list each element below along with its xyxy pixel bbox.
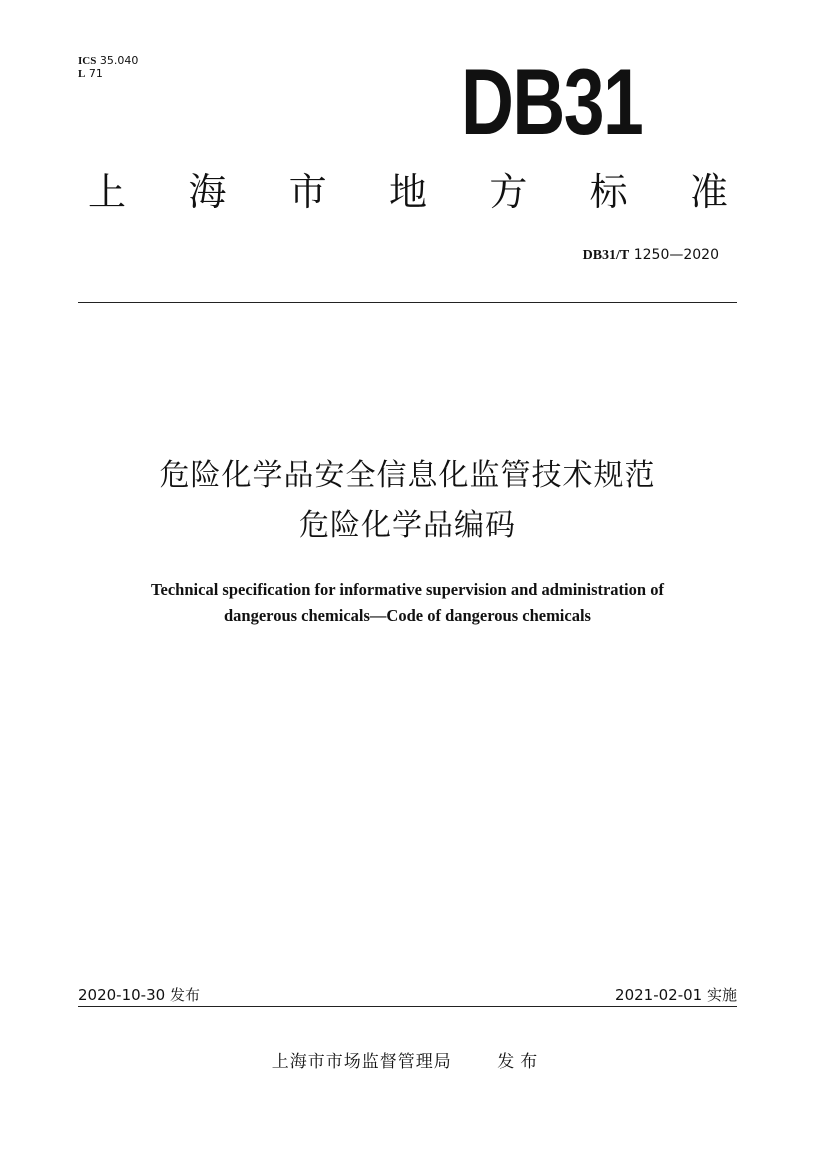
top-divider: [78, 302, 737, 303]
bottom-divider: [78, 1006, 737, 1007]
standard-code: [583, 247, 719, 264]
publish-label: 发布: [497, 1052, 544, 1072]
ics-label: ICS: [78, 55, 97, 67]
standard-type-char: 标: [589, 170, 628, 214]
implementation-date: 2021-02-01 实施: [615, 986, 737, 1004]
issue-date: 2020-10-30 发布: [78, 986, 200, 1004]
ccs-value: 71: [88, 67, 103, 80]
publisher-line: [0, 1047, 815, 1072]
standard-type-heading: [88, 167, 728, 217]
title-cn-line2: 危险化学品编码: [299, 508, 516, 543]
standard-type-char: 准: [689, 170, 728, 214]
standard-code-prefix: DB31/T: [582, 248, 630, 263]
ccs-code: [78, 67, 103, 81]
title-en-line1: Technical specification for informative supervision and administration of: [151, 580, 664, 599]
standard-type-char: 海: [188, 170, 227, 214]
standard-type-char: 市: [288, 170, 327, 214]
standard-type-char: 地: [388, 170, 427, 214]
standard-type-char: 方: [489, 170, 528, 214]
standard-type-char: 上: [88, 170, 127, 214]
ics-code: [78, 54, 138, 68]
title-en-line2: dangerous chemicals—Code of dangerous chemicals: [224, 606, 591, 625]
ics-value: 35.040: [99, 54, 139, 67]
standard-code-number: 1250—2020: [633, 247, 719, 263]
title-cn-line1: 危险化学品安全信息化监管技术规范: [159, 458, 656, 493]
db31-logo: DB31: [461, 49, 643, 154]
ccs-label: L: [78, 68, 86, 80]
publisher-name: 上海市市场监督管理局: [271, 1052, 452, 1072]
